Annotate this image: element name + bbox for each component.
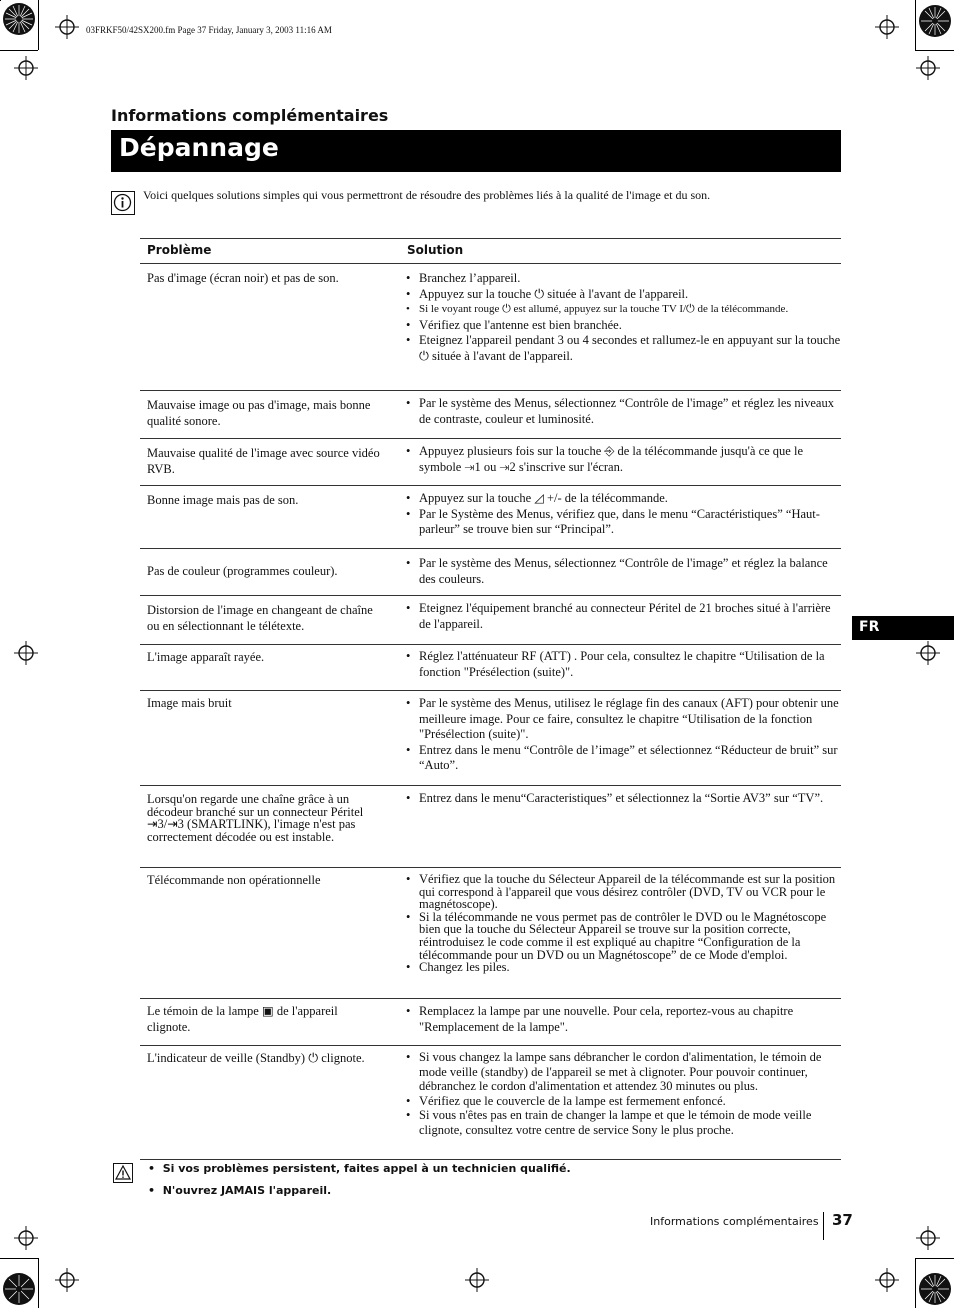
footer-text: Informations complémentaires <box>650 1215 819 1228</box>
registration-mark-icon <box>465 1268 489 1292</box>
table-row <box>140 868 841 999</box>
starburst-mark-icon <box>2 1272 36 1306</box>
problem-cell: Télécommande non opérationnelle <box>147 873 321 887</box>
table-row <box>140 691 841 786</box>
file-info: 03FRKF50/42SX200.fm Page 37 Friday, January 3, 2003 11:16 AM <box>86 25 332 35</box>
problem-cell: Le témoin de la lampe ▣ de l'appareil clignote. <box>147 1004 338 1034</box>
table-row <box>140 391 841 439</box>
solution-cell <box>406 556 841 587</box>
page-title-bar <box>111 130 841 172</box>
table-row <box>140 999 841 1046</box>
registration-mark-icon <box>55 15 79 39</box>
solution-item: • Remplacez la lampe par une nouvelle. Pour cela, reportez-vous au chapitre "Remplacement de la lampe". <box>406 1004 841 1035</box>
solution-item: • Si vous n'êtes pas en train de changer la lampe et que le témoin de mode veille clignote, consultez votre centre de service Sony le plus proche. <box>406 1108 841 1137</box>
registration-mark-icon <box>55 1268 79 1292</box>
table-row <box>140 486 841 549</box>
registration-mark-icon <box>916 641 940 665</box>
solution-item: • Par le système des Menus, utilisez le réglage fin des canaux (AFT) pour obtenir une meilleure image. Pour ce faire, consultez le chapitre “Utilisation de la fonction "Présélection (suite)". <box>406 696 841 743</box>
header-problem: Problème <box>147 243 212 257</box>
problem-cell: Bonne image mais pas de son. <box>147 493 299 507</box>
solution-item: • Eteignez l'équipement branché au connecteur Péritel de 21 broches situé à l'arrière de l'appareil. <box>406 601 841 632</box>
solution-cell <box>406 444 841 475</box>
solution-item: • Changez les piles. <box>406 961 841 974</box>
problem-cell: Distorsion de l'image en changeant de chaîne ou en sélectionnant le télétexte. <box>147 603 373 633</box>
problem-cell: Pas d'image (écran noir) et pas de son. <box>147 271 339 285</box>
solution-cell <box>406 696 841 774</box>
solution-item: • Branchez l’appareil. <box>406 271 841 287</box>
problem-cell: Image mais bruit <box>147 696 232 710</box>
solution-cell <box>406 792 841 805</box>
solution-item: • Appuyez sur la touche ⏻ située à l'avant de l'appareil. <box>406 287 841 303</box>
table-row <box>140 645 841 691</box>
problem-cell: L'indicateur de veille (Standby) ⏻ clignote. <box>147 1051 365 1065</box>
problem-cell: Mauvaise image ou pas d'image, mais bonne qualité sonore. <box>147 398 371 428</box>
solution-item: • Par le Système des Menus, vérifiez que, dans le menu “Caractéristiques” “Haut-parleur” se trouve bien sur “Principal”. <box>406 507 841 538</box>
registration-mark-icon <box>14 1226 38 1250</box>
warning-text: Si vos problèmes persistent, faites appel à un technicien qualifié. <box>162 1162 571 1175</box>
solution-cell <box>406 491 841 538</box>
solution-item: • Vérifiez que le couvercle de la lampe est fermement enfoncé. <box>406 1094 841 1109</box>
registration-mark-icon <box>14 641 38 665</box>
solution-cell <box>406 271 841 365</box>
solution-cell <box>406 873 841 974</box>
page-title: Dépannage <box>119 133 279 162</box>
intro-text: Voici quelques solutions simples qui vous permettront de résoudre des problèmes liés à la qualité de l'image et du son. <box>143 188 711 202</box>
solution-item: • Par le système des Menus, sélectionnez “Contrôle de l'image” et réglez les niveaux de contraste, couleur et luminosité. <box>406 396 841 427</box>
table-row <box>140 1046 841 1160</box>
problem-cell: Mauvaise qualité de l'image avec source vidéo RVB. <box>147 446 380 476</box>
solution-item: • Si vous changez la lampe sans débrancher le cordon d'alimentation, le témoin de mode veille (standby) de l'appareil se met à clignoter. Pour pouvoir continuer, débranchez le cordon d'alimentation et attendez 30 minutes ou plus. <box>406 1050 841 1094</box>
starburst-mark-icon <box>918 4 952 38</box>
solution-item: • Eteignez l'appareil pendant 3 ou 4 secondes et rallumez-le en appuyant sur la touche ⏻ située à l'avant de l'appareil. <box>406 333 841 364</box>
language-tab-label: FR <box>859 619 880 635</box>
table-row <box>140 439 841 486</box>
solution-cell <box>406 1004 841 1035</box>
troubleshooting-table <box>140 238 841 1160</box>
registration-mark-icon <box>14 56 38 80</box>
warning-text: N'ouvrez JAMAIS l'appareil. <box>162 1184 332 1197</box>
table-row <box>140 786 841 868</box>
solution-item: • Appuyez sur la touche ◿ +/- de la télécommande. <box>406 491 841 507</box>
solution-cell <box>406 601 841 632</box>
section-title: Informations complémentaires <box>111 106 389 125</box>
page-number: 37 <box>832 1211 853 1229</box>
solution-cell <box>406 396 841 427</box>
solution-item: • Réglez l'atténuateur RF (ATT) . Pour cela, consultez le chapitre “Utilisation de la fonction "Présélection (suite)". <box>406 649 841 680</box>
registration-mark-icon <box>875 15 899 39</box>
language-tab <box>852 616 954 640</box>
table-row <box>140 264 841 391</box>
table-row <box>140 596 841 645</box>
header-solution: Solution <box>407 243 464 257</box>
problem-cell: L'image apparaît rayée. <box>147 650 265 664</box>
solution-item: • Si la télécommande ne vous permet pas de contrôler le DVD ou le Magnétoscope bien que la touche du Sélecteur Appareil se trouve sur la position correcte, réintroduisez le code comme il est expliqué au chapitre “Configuration de la télécommande pour un DVD ou un Magnétoscope” de ce Mode d'emploi. <box>406 911 841 961</box>
solution-item: • Vérifiez que l'antenne est bien branchée. <box>406 318 841 334</box>
registration-mark-icon <box>916 56 940 80</box>
solution-item: • Vérifiez que la touche du Sélecteur Appareil de la télécommande est sur la position qui correspond à l'appareil que vous désirez contrôler (DVD, TV ou VCR pour le magnétoscope). <box>406 873 841 911</box>
starburst-mark-icon <box>2 2 36 36</box>
problem-cell: Lorsqu'on regarde une chaîne grâce à un décodeur branché sur un connecteur Péritel ⇥3/⇥3 (SMARTLINK), l'image n'est pas correctement décodée ou est instable. <box>147 792 364 844</box>
solution-item: • Appuyez plusieurs fois sur la touche ⎆ de la télécommande jusqu'à ce que le symbole ⇥1 ou ⇥2 s'inscrive sur l'écran. <box>406 444 841 475</box>
table-row <box>140 549 841 596</box>
footer-divider <box>823 1212 824 1240</box>
registration-mark-icon <box>875 1268 899 1292</box>
warning-item: • Si vos problèmes persistent, faites appel à un technicien qualifié. <box>148 1162 571 1175</box>
solution-cell <box>406 649 841 680</box>
starburst-mark-icon <box>918 1272 952 1306</box>
problem-cell: Pas de couleur (programmes couleur). <box>147 564 338 578</box>
info-icon <box>111 191 135 215</box>
table-header <box>140 239 841 264</box>
solution-item: • Entrez dans le menu“Caracteristiques” et sélectionnez la “Sortie AV3” sur “TV”. <box>406 792 841 805</box>
solution-cell <box>406 1050 841 1138</box>
solution-item: • Si le voyant rouge ⏻ est allumé, appuyez sur la touche TV I/⏻ de la télécommande. <box>406 302 841 318</box>
warning-item: • N'ouvrez JAMAIS l'appareil. <box>148 1184 332 1197</box>
registration-mark-icon <box>916 1226 940 1250</box>
solution-item: • Entrez dans le menu “Contrôle de l’image” et sélectionnez “Réducteur de bruit” sur “Auto”. <box>406 743 841 774</box>
warning-icon <box>113 1163 133 1183</box>
solution-item: • Par le système des Menus, sélectionnez “Contrôle de l'image” et réglez la balance des couleurs. <box>406 556 841 587</box>
